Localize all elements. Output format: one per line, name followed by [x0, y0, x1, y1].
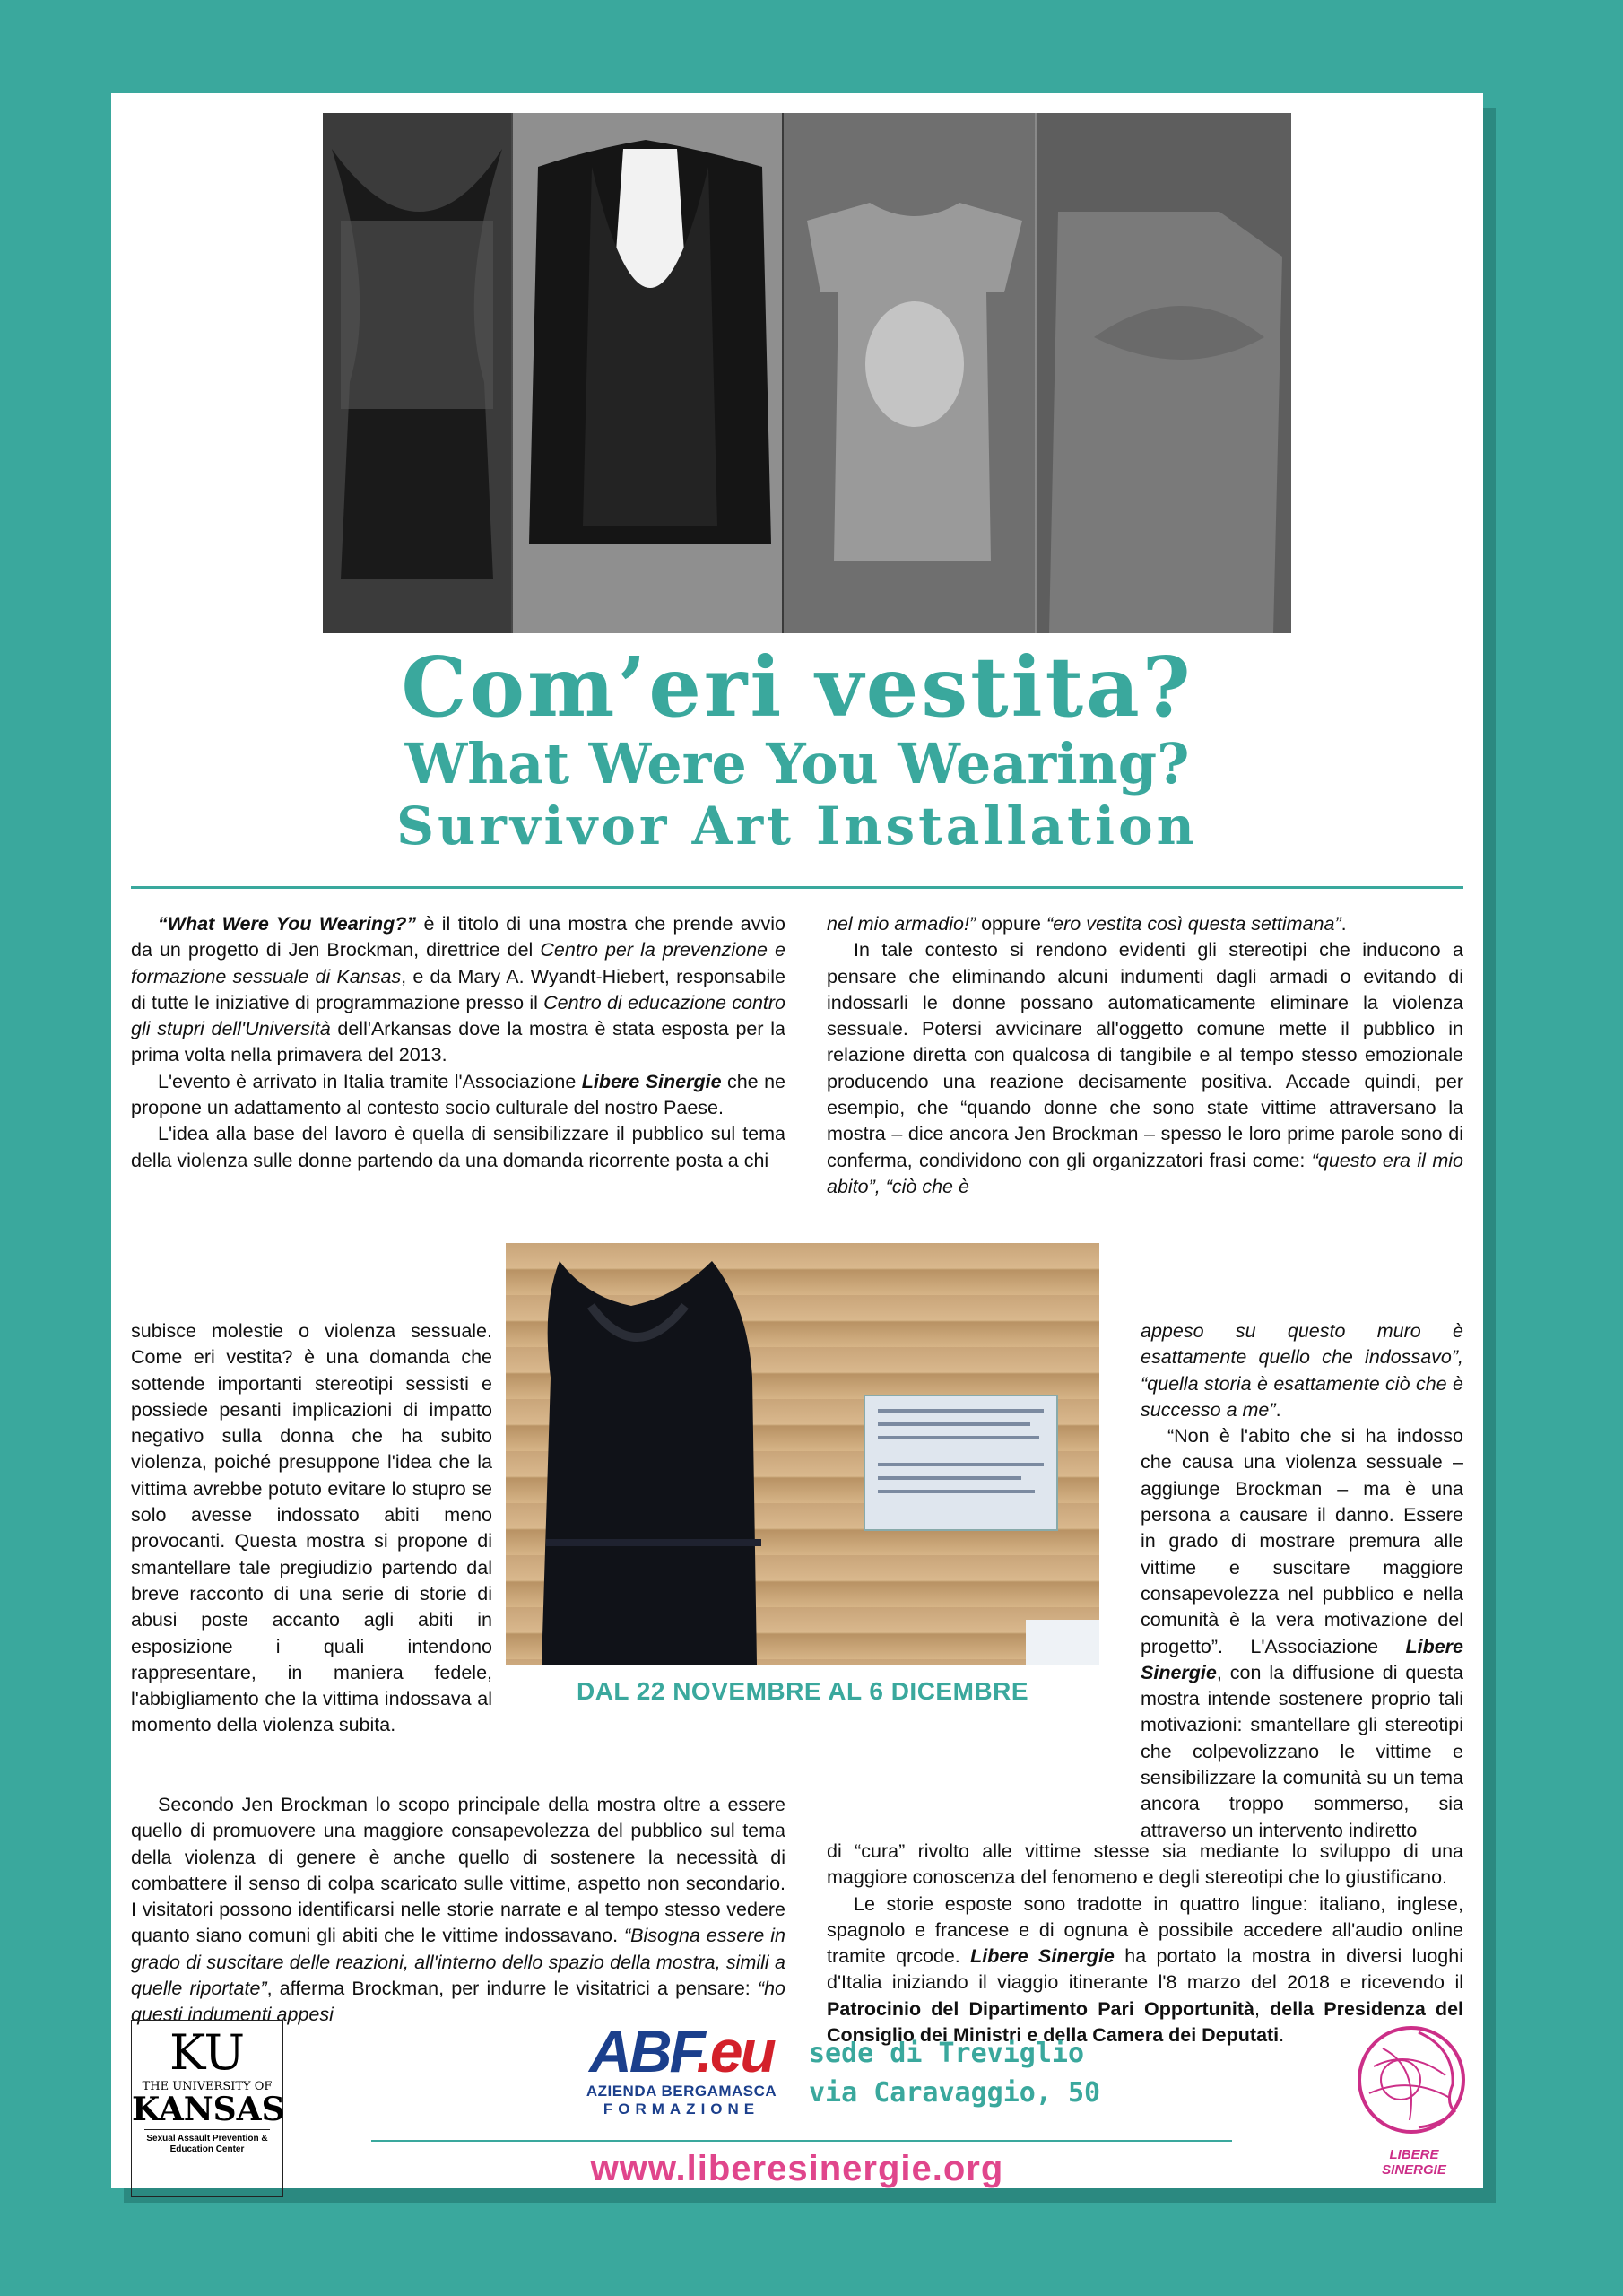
left-column-bottom: [131, 1792, 785, 2029]
ku-line1: THE UNIVERSITY OF: [142, 2080, 273, 2093]
paragraph-4: Secondo Jen Brockman lo scopo principale della mostra oltre a essere quello di promuovere una maggiore consapevolezza del pubblico sul tema della violenza di genere è anche quello di sostenere la necessità di combattere il senso di colpa scaricato sulle vittime, aspetto non secondario. I visitatori possono identificarsi nelle storie narrate e al tempo stesso vedere quanto siano comuni gli abiti che le vittime indossavano. “Bisogna essere in grado di suscitare delle reazioni, all'interno dello spazio della mostra, simili a quelle riportate”, afferma Brockman, per indurre le visitatrici a pensare: “ho questi indumenti appesi: [131, 1794, 785, 2026]
paragraph-3: L'idea alla base del lavoro è quella di sensibilizzare il pubblico sul tema della violenza sulle donne partendo da una domanda ricorrente posta a chi: [131, 1123, 785, 1171]
title-italian: Com’eri vestita?: [401, 639, 1193, 735]
venue-line2: via Caravaggio, 50: [809, 2077, 1101, 2109]
subtitle: Survivor Art Installation: [396, 796, 1198, 857]
paragraph-r2: In tale contesto si rendono evidenti gli stereotipi che inducono a pensare che eliminando alcuni indumenti dagli armadi o evitando di indossarli le donne possano automaticamente eliminare la violenza sessuale. Potersi avvicinare all'oggetto comune mette il pubblico in relazione diretta con qualcosa di tangibile e al tempo stesso emozionale producendo una reazione decisamente positiva. Accade quindi, per esempio, che “quando donne che sono state vittime attraversano la mostra – dice ancora Jen Brockman – spesso le loro prime parole sono di conferma, condividono con gli organizzatori frasi come: “questo era il mio abito”, “ciò che è: [827, 939, 1464, 1197]
website-link[interactable]: www.liberesinergie.org: [590, 2149, 1004, 2188]
poster-sheet: [111, 93, 1483, 2188]
libere-sinergie-emblem-icon: [1356, 2013, 1472, 2147]
right-column-top: [827, 911, 1463, 1200]
abf-line2: FORMAZIONE: [603, 2100, 760, 2118]
ku-tagline: Sexual Assault Prevention & Education Center: [144, 2129, 270, 2155]
paragraph-r4: Le storie esposte sono tradotte in quattro lingue: italiano, inglese, spagnolo e francese e di ognuna è possibile accedere all'audio online tramite qrcode. Libere Sinergie ha portato la mostra in diversi luoghi d'Italia iniziando il viaggio itinerante l'8 marzo del 2018 e ricevendo il Patrocinio del Dipartimento Pari Opportunità, della Presidenza del Consiglio dei Ministri e della Camera dei Deputati.: [827, 1892, 1463, 2047]
title-english: What Were You Wearing?: [404, 731, 1190, 796]
paragraph-2: L'evento è arrivato in Italia tramite l'Associazione Libere Sinergie che ne propone un adattamento al contesto socio culturale del nostro Paese.: [131, 1070, 785, 1119]
abf-line1: AZIENDA BERGAMASCA: [586, 2083, 777, 2100]
garments-illustration: [323, 113, 1291, 633]
dress-photo: [506, 1243, 1099, 1665]
venue-address: [809, 2034, 1100, 2113]
ku-line2: KANSAS: [132, 2091, 285, 2128]
paragraph-r1: nel mio armadio!” oppure “ero vestita così questa settimana”.: [827, 913, 1347, 935]
left-column-top: [131, 911, 785, 1174]
dress-illustration: [506, 1243, 1099, 1665]
abf-wordmark: ABF.eu: [589, 2018, 774, 2084]
venue-line1: sede di Treviglio: [809, 2038, 1085, 2069]
ku-mark: KU: [169, 2024, 245, 2081]
garments-photo: [323, 113, 1291, 633]
paragraph-r3-continued: di “cura” rivolto alle vittime stesse sia mediante lo sviluppo di una maggiore conoscenza del fenomeno e degli stereotipi che lo giustificano.: [827, 1840, 1463, 1889]
left-column-narrow: [131, 1318, 492, 1739]
right-column-narrow: [1141, 1318, 1463, 1844]
footer-rule: [371, 2140, 1232, 2142]
paragraph-r2-continued: appeso su questo muro è esattamente quello che indossavo”, “quella storia è esattamente ciò che è successo a me”.: [1141, 1320, 1463, 1421]
dates-banner: DAL 22 NOVEMBRE AL 6 DICEMBRE: [576, 1677, 1029, 1705]
paragraph-r3: “Non è l'abito che si ha indosso che causa una violenza sessuale – aggiunge Brockman – ma è una persona a causare il danno. Essere in grado di mostrare premura alle vittime e suscitare maggiore consapevolezza nel pubblico e nella comunità è la vera motivazione del progetto”. L'Associazione Libere Sinergie, con la diffusione di questa mostra intende sostenere proprio tali motivazioni: smantellare gli stereotipi che colpevolizzano le vittime e sensibilizzare la comunità su un tema ancora troppo sommerso, sia attraverso un intervento indiretto: [1141, 1425, 1463, 1841]
libere-sinergie-label: LIBERE SINERGIE: [1382, 2147, 1446, 2178]
title-rule: [131, 886, 1463, 889]
paragraph-1: “What Were You Wearing?” è il titolo di una mostra che prende avvio da un progetto di Jen Brockman, direttrice del Centro per la prevenzione e formazione sessuale di Kansas, e da Mary A. Wyandt-Hiebert, responsabile di tutte le iniziative di programmazione presso il Centro di educazione contro gli stupri dell'Università dell'Arkansas dove la mostra è stata esposta per la prima volta nella primavera del 2013.: [131, 913, 786, 1066]
abf-logo: [574, 2018, 789, 2118]
paragraph-3-continued: subisce molestie o violenza sessuale. Come eri vestita? è una domanda che sottende importanti stereotipi sessisti e possiede pesanti implicazioni di impatto negativo sulla donna che ha subito violenza, poiché presuppone l'idea che la vittima avrebbe potuto evitare lo stupro se solo avesse indossato abiti meno provocanti. Questa mostra si propone di smantellare tale pregiudizio partendo dal breve racconto di una serie di storie di abusi poste accanto agli abiti in esposizione i quali intendono rappresentare, in maniera fedele, l'abbigliamento che la vittima indossava al momento della violenza subita.: [131, 1320, 492, 1736]
libere-sinergie-logo: [1356, 2013, 1472, 2178]
